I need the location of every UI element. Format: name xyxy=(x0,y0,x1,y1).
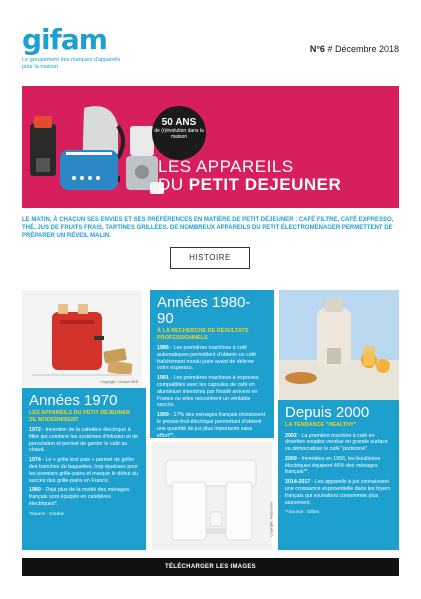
issue-date: # Décembre 2018 xyxy=(327,44,399,54)
box-2000s-year-1: 2002 xyxy=(285,432,297,439)
box-2000s-para-3 xyxy=(285,479,392,506)
issue-number: N°6 xyxy=(309,44,325,54)
logo-tagline: Le groupement des marques d'appareils pour la maison xyxy=(22,57,121,70)
logo-wordmark: gifam xyxy=(22,23,107,56)
box-2000s-text-2: - Inventées en 1956, les bouilloires électriques équipent 46% des ménages français**. xyxy=(285,455,381,476)
toaster-photo xyxy=(22,290,142,387)
hero-title-line2 xyxy=(158,176,341,194)
coffee-machine-image xyxy=(152,442,272,550)
intro-text: LE MATIN, À CHACUN SES ENVIES ET SES PRÉFÉRENCES EN MATIÈRE DE PETIT DÉJEUNER : CAFÉ FILTRE, CAFÉ EXPRESSO, THÉ, JUS DE FRUITS FRAIS, TARTINES GRILLÉES. DE NOMBREUX APPAREILS DU PETIT ÉLECTROMÉNAGER PERMETTENT DE PRÉPARER UN RÉVEIL MALIN. xyxy=(22,217,394,239)
box-1970s-year-3: 1980 xyxy=(29,487,41,494)
box-2000s-para-1 xyxy=(285,433,392,453)
issue-info xyxy=(310,44,399,54)
box-1980s-title: Années 1980-90 xyxy=(157,294,251,327)
box-2000s-year-2: 2009 xyxy=(285,455,297,462)
box-1980s-text-1: - Les premières machines à café automatiques permettent d'obtenir un café fraîchement moulu juste avant de délivrer votre expresso. xyxy=(157,345,257,372)
hero-title-line2-bold: PETIT DEJEUNER xyxy=(188,175,342,194)
box-2000s-text-1: - La première machine à café en dosettes souples vendue en grande surface va démocratiser le café "portionné". xyxy=(285,432,388,453)
box-1970s-subtitle: LES APPAREILS DU PETIT DÉJEUNER SE MODERNISENT xyxy=(29,410,131,423)
box-2000s-source: **Source : Gifam xyxy=(285,509,320,515)
box-1980s-para-1 xyxy=(157,345,267,372)
box-1980s-para-3 xyxy=(157,412,267,439)
box-2000s-year-3: 2014-2017 xyxy=(285,479,311,486)
gifam-logo[interactable] xyxy=(22,23,132,71)
anniversary-badge xyxy=(152,106,206,160)
box-1970s-para-3 xyxy=(29,487,139,507)
badge-small-text: de (r)évolution dans la maison xyxy=(154,128,204,140)
box-2000s xyxy=(278,400,399,550)
box-1970s-year-2: 1974 xyxy=(29,457,41,464)
box-1970s-title: Années 1970 xyxy=(29,392,118,409)
toaster-credit: Copyright : Groupe SEB xyxy=(100,380,138,384)
box-1980s xyxy=(150,290,274,438)
box-2000s-subtitle: LA TENDANCE "HEALTHY" xyxy=(285,422,357,428)
box-1980s-para-2 xyxy=(157,375,267,409)
juicer-image xyxy=(279,290,399,400)
toaster-image xyxy=(22,290,142,387)
history-button[interactable]: HISTOIRE xyxy=(170,247,250,269)
nespresso-credit: Copyright : Nespresso xyxy=(270,502,274,537)
box-2000s-text-3: - Les appareils à jus connaissent une croissance exponentielle dans les foyers français qui souhaitent consommer plus sainement. xyxy=(285,479,391,506)
box-1980s-year-3: 1999 xyxy=(157,412,169,419)
box-1980s-text-2: - Les premières machines à expresso compatibles avec les capsules de café en aluminium inventées par Nestlé arrivent en France ou elles rencontrent un véritable succès. xyxy=(157,375,259,409)
box-1970s-text-2: - Le « grille tout pain » permet de griller des tranches de baguettes, trop épaisses pour les premiers grille-pains et marque le début du succès des grille-pains en France. xyxy=(29,457,138,484)
box-1980s-subtitle: À LA RECHERCHE DE RÉSULTATS PROFESSIONNELS xyxy=(157,328,249,341)
download-images-button[interactable]: TÉLÉCHARGER LES IMAGES xyxy=(22,558,399,576)
coffee-machine-photo xyxy=(152,442,272,550)
badge-big-text: 50 ANS xyxy=(161,117,197,128)
hero-title xyxy=(158,158,341,194)
box-1970s-text-3: - Déjà plus de la moitié des ménages français sont équipés en cafetières électriques*. xyxy=(29,487,130,507)
juicer-breakfast-photo xyxy=(279,290,399,400)
box-1970s-para-2 xyxy=(29,457,139,484)
box-1980s-year-2: 1991 xyxy=(157,375,169,382)
hero-banner xyxy=(22,86,399,208)
box-2000s-title: Depuis 2000 xyxy=(285,404,370,421)
box-2000s-para-2 xyxy=(285,456,392,476)
box-1970s-year-1: 1972 xyxy=(29,427,41,433)
box-1980s-year-1: 1985 xyxy=(157,345,169,351)
box-1970s-text-1: - Invention de la cafetière électrique à filtre qui combine les systèmes d'infusion et de percolation et permet de garder le café au chaud. xyxy=(29,427,139,454)
box-1970s-source: *Source : Credoc xyxy=(29,510,64,516)
box-1980s-text-3: - 17% des ménages français choisissent le presse-fruit électrique permettant d'obtenir une quantité de jus plus importante sans effort**. xyxy=(157,412,266,439)
box-1970s-para-1 xyxy=(29,427,139,454)
hero-title-line1: LES APPAREILS xyxy=(158,157,294,176)
hero-title-line2-pre: DU xyxy=(158,175,184,194)
box-1970s xyxy=(22,388,146,550)
